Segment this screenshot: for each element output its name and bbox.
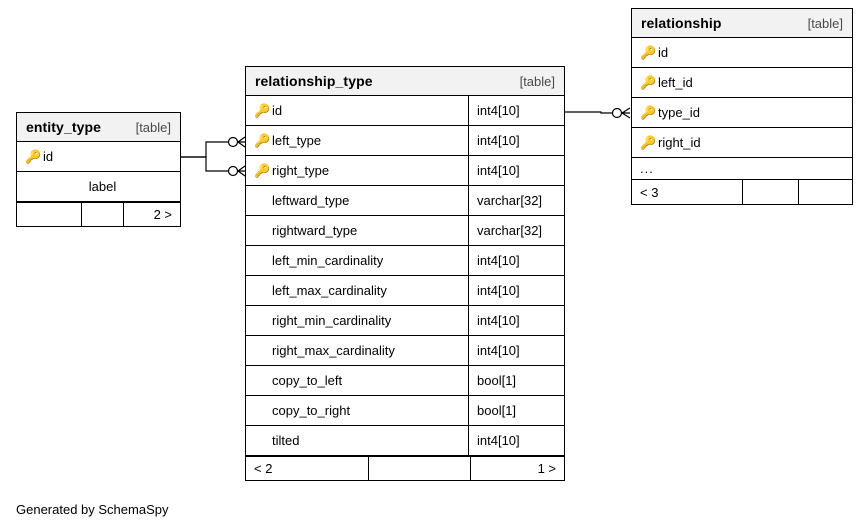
table-row[interactable] xyxy=(632,38,852,68)
column-name: left_type xyxy=(272,133,322,148)
column-name: label xyxy=(88,179,117,194)
table-header-relationship xyxy=(632,9,852,38)
table-row[interactable] xyxy=(246,156,564,186)
column-name: id xyxy=(43,149,54,164)
table-tag: [table] xyxy=(135,119,171,135)
column-name: left_max_cardinality xyxy=(272,283,387,298)
column-name: type_id xyxy=(658,105,700,120)
table-title: entity_type xyxy=(26,119,102,135)
table-row[interactable] xyxy=(246,186,564,216)
column-name: copy_to_right xyxy=(272,403,351,418)
column-cell xyxy=(246,186,468,215)
foreign-key-icon: 🔑 xyxy=(640,135,657,150)
column-cell xyxy=(246,396,468,425)
column-type: int4[10] xyxy=(468,156,564,185)
table-title: relationship xyxy=(641,15,722,31)
column-cell xyxy=(246,126,468,155)
more-columns-indicator: ... xyxy=(632,158,852,180)
footer-left xyxy=(17,203,81,226)
column-cell xyxy=(246,246,468,275)
primary-key-icon: 🔑 xyxy=(640,45,657,60)
primary-key-icon: 🔑 xyxy=(25,149,42,164)
spacer-icon xyxy=(254,284,268,297)
table-header-relationship-type xyxy=(246,67,564,96)
table-tag: [table] xyxy=(519,73,555,89)
table-row[interactable] xyxy=(246,126,564,156)
column-cell xyxy=(632,128,852,157)
table-row[interactable] xyxy=(246,336,564,366)
table-row[interactable] xyxy=(632,98,852,128)
table-footer-relationship xyxy=(632,180,852,204)
table-footer-entity-type xyxy=(17,202,180,226)
column-cell xyxy=(246,276,468,305)
spacer-icon xyxy=(254,254,268,267)
column-cell xyxy=(246,366,468,395)
primary-key-icon: 🔑 xyxy=(254,103,271,118)
column-name: right_max_cardinality xyxy=(272,343,395,358)
column-name: id xyxy=(658,45,669,60)
column-cell xyxy=(246,426,468,455)
column-name: left_min_cardinality xyxy=(272,253,384,268)
column-name: tilted xyxy=(272,433,300,448)
column-type: int4[10] xyxy=(468,336,564,365)
column-cell xyxy=(246,96,468,125)
column-type: int4[10] xyxy=(468,246,564,275)
foreign-key-icon: 🔑 xyxy=(640,105,657,120)
column-cell xyxy=(246,216,468,245)
column-cell xyxy=(632,38,852,67)
column-cell xyxy=(632,68,852,97)
table-row[interactable] xyxy=(246,216,564,246)
footer-left: < 3 xyxy=(640,184,659,200)
table-row[interactable] xyxy=(246,306,564,336)
table-row[interactable] xyxy=(246,96,564,126)
footer-left: < 2 xyxy=(254,461,273,476)
column-name: id xyxy=(272,103,283,118)
column-cell xyxy=(246,336,468,365)
footer-right: 1 > xyxy=(470,457,564,480)
spacer-icon xyxy=(254,374,268,387)
column-name: copy_to_left xyxy=(272,373,343,388)
table-row[interactable] xyxy=(246,426,564,456)
spacer-icon xyxy=(254,194,268,207)
spacer-icon xyxy=(254,434,268,447)
column-type: int4[10] xyxy=(468,126,564,155)
column-cell xyxy=(246,156,468,185)
foreign-key-icon: 🔑 xyxy=(254,133,271,148)
foreign-key-icon: 🔑 xyxy=(254,163,271,178)
spacer-icon xyxy=(254,344,268,357)
column-cell xyxy=(632,98,852,127)
column-type: int4[10] xyxy=(468,306,564,335)
column-type: bool[1] xyxy=(468,366,564,395)
column-name: right_id xyxy=(658,135,701,150)
table-header-entity-type xyxy=(17,113,180,142)
footer-right xyxy=(798,180,852,204)
table-row[interactable] xyxy=(632,68,852,98)
spacer-icon xyxy=(254,314,268,327)
table-relationship[interactable] xyxy=(631,8,853,205)
column-name: rightward_type xyxy=(272,223,358,238)
column-type: varchar[32] xyxy=(468,186,564,215)
footer-right: 2 > xyxy=(123,203,180,226)
table-relationship-type[interactable] xyxy=(245,66,565,481)
table-title: relationship_type xyxy=(255,73,373,89)
column-cell xyxy=(17,142,180,171)
footer-middle xyxy=(742,180,798,204)
table-row[interactable] xyxy=(246,366,564,396)
table-row[interactable] xyxy=(17,172,180,202)
column-type: bool[1] xyxy=(468,396,564,425)
column-type: varchar[32] xyxy=(468,216,564,245)
spacer-icon xyxy=(254,224,268,237)
column-type: int4[10] xyxy=(468,96,564,125)
column-name: left_id xyxy=(658,75,693,90)
footer-middle xyxy=(81,203,123,226)
table-row[interactable] xyxy=(17,142,180,172)
spacer-icon xyxy=(254,404,268,417)
table-row[interactable] xyxy=(246,276,564,306)
table-row[interactable] xyxy=(632,128,852,158)
generated-by-label: Generated by SchemaSpy xyxy=(16,502,169,517)
footer-middle xyxy=(368,457,470,480)
table-row[interactable] xyxy=(246,246,564,276)
column-type: int4[10] xyxy=(468,276,564,305)
column-name: leftward_type xyxy=(272,193,350,208)
table-entity-type[interactable] xyxy=(16,112,181,227)
column-type: int4[10] xyxy=(468,426,564,455)
column-cell xyxy=(17,172,180,201)
column-name: right_type xyxy=(272,163,330,178)
column-name: right_min_cardinality xyxy=(272,313,392,328)
table-row[interactable] xyxy=(246,396,564,426)
table-tag: [table] xyxy=(807,15,843,31)
table-footer-relationship-type xyxy=(246,456,564,480)
column-cell xyxy=(246,306,468,335)
foreign-key-icon: 🔑 xyxy=(640,75,657,90)
